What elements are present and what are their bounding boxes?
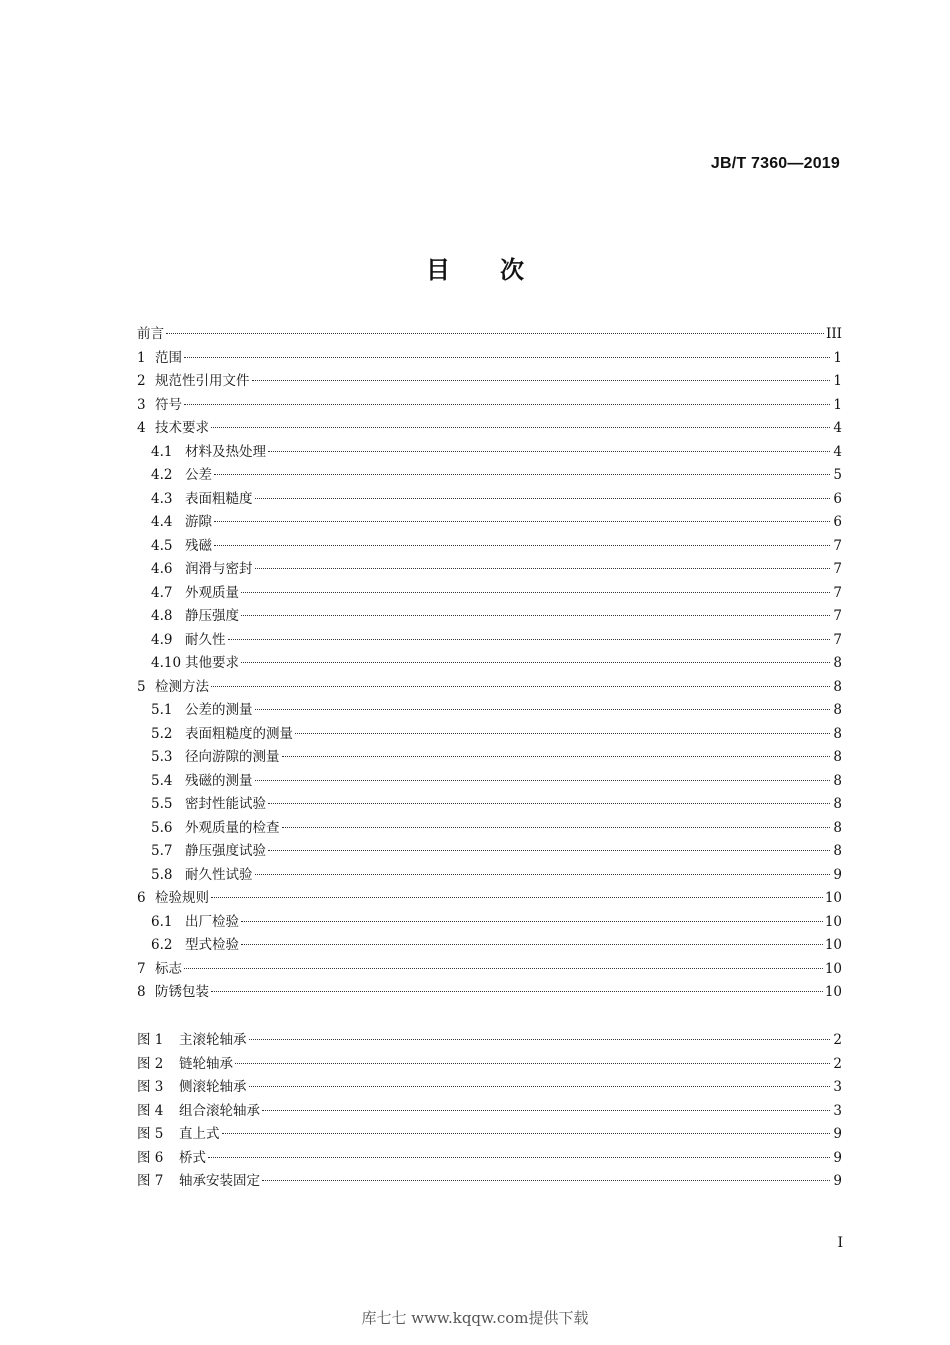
section-number: 6.1: [151, 913, 173, 930]
figure-entry[interactable]: [137, 1100, 842, 1124]
page-ref: 8: [833, 702, 842, 718]
figure-number: 图 5: [137, 1126, 164, 1142]
section-number: 3: [137, 396, 146, 413]
dot-leader: [282, 756, 831, 757]
section-number: 8: [137, 984, 146, 1000]
dot-leader: [249, 1086, 831, 1087]
dot-leader: [211, 686, 830, 687]
dot-leader: [241, 592, 830, 593]
toc-entry[interactable]: [137, 793, 842, 817]
section-title: 游隙: [185, 514, 212, 530]
toc-entry[interactable]: [137, 981, 842, 1005]
figure-entry[interactable]: [137, 1170, 842, 1194]
page-ref: 7: [833, 608, 842, 624]
dot-leader: [255, 568, 831, 569]
page-ref: 8: [833, 655, 842, 671]
page-ref: 7: [833, 631, 842, 648]
dot-leader: [184, 968, 823, 969]
page-ref: 8: [833, 796, 842, 812]
dot-leader: [255, 498, 831, 499]
page-ref: 2: [833, 1032, 842, 1048]
section-title: 残磁的测量: [185, 772, 253, 789]
section-number: 4.9: [151, 631, 173, 648]
toc-entry[interactable]: [137, 911, 842, 935]
page-ref: 8: [833, 749, 842, 765]
section-number: 5.4: [151, 772, 173, 789]
figure-entry[interactable]: [137, 1123, 842, 1147]
dot-leader: [214, 521, 830, 522]
figure-entry[interactable]: [137, 1053, 842, 1077]
section-title: 表面粗糙度的测量: [185, 725, 293, 742]
toc-entry[interactable]: [137, 934, 842, 958]
page-ref: 3: [833, 1102, 842, 1119]
toc-entry[interactable]: [137, 864, 842, 888]
toc-entry[interactable]: [137, 817, 842, 841]
standard-number: JB/T 7360—2019: [710, 155, 840, 172]
figure-title: 桥式: [179, 1149, 206, 1166]
section-title: 检验规则: [155, 890, 209, 906]
page-ref: 9: [833, 866, 842, 883]
section-number: 5: [137, 678, 146, 695]
section-title: 公差的测量: [185, 702, 253, 718]
toc-entry[interactable]: [137, 558, 842, 582]
page-title: [0, 250, 950, 285]
page-ref: 8: [833, 725, 842, 742]
page-ref: 7: [833, 537, 842, 554]
section-title: 技术要求: [155, 420, 209, 436]
section-title: 前言: [137, 326, 164, 342]
page-ref: 9: [833, 1149, 842, 1166]
section-number: 4.4: [151, 514, 173, 530]
toc-entry[interactable]: [137, 605, 842, 629]
page-number: I: [837, 1235, 843, 1251]
page-ref: 9: [833, 1173, 842, 1189]
dot-leader: [268, 803, 830, 804]
page-ref: 1: [833, 396, 842, 413]
toc-entry[interactable]: [137, 394, 842, 418]
page-ref: 3: [833, 1079, 842, 1095]
section-number: 4: [137, 420, 146, 436]
toc-entry[interactable]: [137, 887, 842, 911]
toc-entry[interactable]: [137, 488, 842, 512]
toc-entry[interactable]: [137, 464, 842, 488]
page-ref: 9: [833, 1126, 842, 1142]
section-number: 6: [137, 890, 146, 906]
section-title: 范围: [155, 349, 182, 366]
page-ref: 6: [833, 490, 842, 507]
section-title: 径向游隙的测量: [185, 749, 280, 765]
dot-leader: [214, 545, 830, 546]
toc-entry[interactable]: [137, 746, 842, 770]
dot-leader: [268, 850, 830, 851]
section-title: 残磁: [185, 537, 212, 554]
page-ref: 10: [824, 913, 842, 930]
dot-leader: [211, 991, 823, 992]
section-number: 6.2: [151, 937, 173, 953]
toc-entry[interactable]: [137, 582, 842, 606]
figure-title: 组合滚轮轴承: [179, 1102, 260, 1119]
section-title: 表面粗糙度: [185, 490, 253, 507]
page-ref: III: [826, 326, 842, 342]
section-title: 出厂检验: [185, 913, 239, 930]
dot-leader: [249, 1039, 831, 1040]
toc-entry[interactable]: [137, 676, 842, 700]
title-char-2: 次: [500, 256, 524, 284]
dot-leader: [255, 874, 831, 875]
section-title: 外观质量: [185, 584, 239, 601]
section-number: 5.8: [151, 866, 173, 883]
section-title: 符号: [155, 396, 182, 413]
figure-number: 图 1: [137, 1032, 164, 1048]
section-title: 润滑与密封: [185, 561, 253, 577]
dot-leader: [184, 404, 830, 405]
dot-leader: [214, 474, 830, 475]
page-ref: 8: [833, 843, 842, 859]
section-number: 4.5: [151, 537, 173, 554]
section-title: 外观质量的检查: [185, 819, 280, 836]
section-title: 静压强度试验: [185, 843, 266, 859]
dot-leader: [184, 357, 830, 358]
section-title: 型式检验: [185, 937, 239, 953]
figure-title: 侧滚轮轴承: [179, 1079, 247, 1095]
dot-leader: [262, 1180, 830, 1181]
section-number: 4.1: [151, 443, 173, 460]
figure-title: 轴承安装固定: [179, 1173, 260, 1189]
dot-leader: [268, 451, 830, 452]
section-number: 4.2: [151, 467, 173, 483]
section-title: 公差: [185, 467, 212, 483]
toc-entry[interactable]: [137, 511, 842, 535]
figure-title: 直上式: [179, 1126, 220, 1142]
section-title: 密封性能试验: [185, 796, 266, 812]
dot-leader: [241, 615, 830, 616]
dot-leader: [241, 662, 830, 663]
section-title: 检测方法: [155, 678, 209, 695]
dot-leader: [262, 1110, 830, 1111]
section-title: 防锈包装: [155, 984, 209, 1000]
section-number: 5.3: [151, 749, 173, 765]
toc-entry[interactable]: [137, 840, 842, 864]
dot-leader: [228, 639, 831, 640]
section-number: 1: [137, 349, 146, 366]
section-number: 7: [137, 960, 146, 977]
title-char-1: 目: [426, 256, 450, 284]
section-title: 耐久性: [185, 631, 226, 648]
toc-entry[interactable]: [137, 417, 842, 441]
figure-entry[interactable]: [137, 1076, 842, 1100]
page-ref: 8: [833, 772, 842, 789]
toc-entry[interactable]: [137, 723, 842, 747]
page-ref: 10: [824, 890, 842, 906]
toc-entry[interactable]: [137, 535, 842, 559]
figure-number: 图 3: [137, 1079, 164, 1095]
table-of-contents: [137, 323, 842, 1005]
toc-entry[interactable]: [137, 652, 842, 676]
dot-leader: [222, 1133, 831, 1134]
section-title: 材料及热处理: [185, 443, 266, 460]
section-title: 规范性引用文件: [155, 373, 250, 389]
toc-entry[interactable]: [137, 958, 842, 982]
figure-title: 主滚轮轴承: [179, 1032, 247, 1048]
page-ref: 8: [833, 678, 842, 695]
page-ref: 10: [824, 984, 842, 1000]
section-number: 5.5: [151, 796, 173, 812]
section-number: 4.6: [151, 561, 173, 577]
page-ref: 10: [824, 937, 842, 953]
page-ref: 4: [833, 420, 842, 436]
section-number: 2: [137, 373, 146, 389]
figure-list: [137, 1029, 842, 1194]
dot-leader: [241, 921, 823, 922]
section-title: 耐久性试验: [185, 866, 253, 883]
page-ref: 10: [824, 960, 842, 977]
section-number: 5.2: [151, 725, 173, 742]
figure-entry[interactable]: [137, 1029, 842, 1053]
figure-number: 图 2: [137, 1055, 164, 1072]
section-title: 静压强度: [185, 608, 239, 624]
toc-entry[interactable]: [137, 323, 842, 347]
dot-leader: [295, 733, 830, 734]
dot-leader: [255, 709, 831, 710]
toc-entry[interactable]: [137, 629, 842, 653]
section-number: 5.7: [151, 843, 173, 859]
dot-leader: [241, 944, 823, 945]
dot-leader: [252, 380, 831, 381]
figure-entry[interactable]: [137, 1147, 842, 1171]
section-number: 4.10: [151, 655, 182, 671]
figure-title: 链轮轴承: [179, 1055, 233, 1072]
toc-entry[interactable]: [137, 347, 842, 371]
page-ref: 1: [833, 373, 842, 389]
figure-number: 图 7: [137, 1173, 164, 1189]
dot-leader: [211, 897, 823, 898]
section-number: 5.1: [151, 702, 173, 718]
page-ref: 6: [833, 514, 842, 530]
section-title: 其他要求: [185, 655, 239, 671]
page-ref: 7: [833, 561, 842, 577]
page-ref: 4: [833, 443, 842, 460]
dot-leader: [282, 827, 831, 828]
toc-entry[interactable]: [137, 699, 842, 723]
dot-leader: [255, 780, 831, 781]
dot-leader: [235, 1063, 830, 1064]
dot-leader: [208, 1157, 830, 1158]
section-title: 标志: [155, 960, 182, 977]
dot-leader: [211, 427, 830, 428]
page-ref: 5: [833, 467, 842, 483]
section-number: 5.6: [151, 819, 173, 836]
section-number: 4.8: [151, 608, 173, 624]
figure-number: 图 4: [137, 1102, 164, 1119]
page-ref: 7: [833, 584, 842, 601]
dot-leader: [166, 333, 824, 334]
figure-number: 图 6: [137, 1149, 164, 1166]
page-ref: 8: [833, 819, 842, 836]
page-ref: 1: [833, 349, 842, 366]
toc-entry[interactable]: [137, 770, 842, 794]
page-ref: 2: [833, 1055, 842, 1072]
section-number: 4.7: [151, 584, 173, 601]
download-watermark: 库七七 www.kqqw.com提供下载: [361, 1309, 589, 1327]
toc-entry[interactable]: [137, 370, 842, 394]
section-number: 4.3: [151, 490, 173, 507]
toc-entry[interactable]: [137, 441, 842, 465]
